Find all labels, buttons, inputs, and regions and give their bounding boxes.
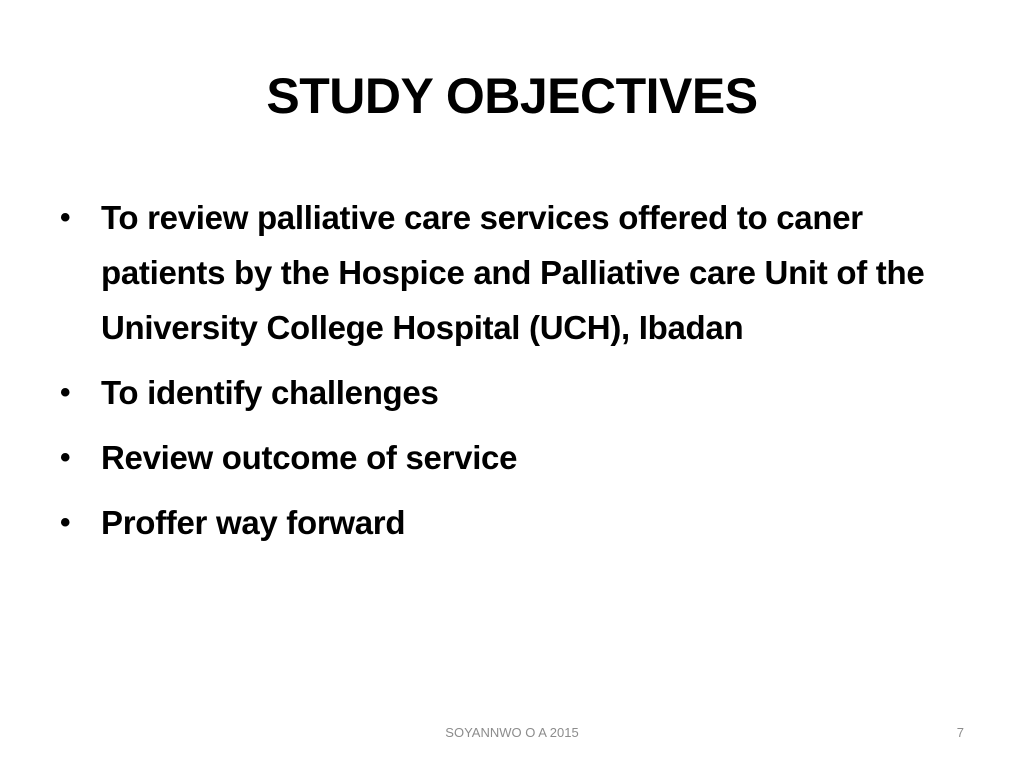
list-item-text: Review outcome of service xyxy=(101,439,518,476)
bullet-icon: • xyxy=(60,441,71,474)
bullet-icon: • xyxy=(60,201,71,234)
list-item-text: Proffer way forward xyxy=(101,504,406,541)
bullet-icon: • xyxy=(60,376,71,409)
list-item xyxy=(60,190,960,355)
footer-author: SOYANNWO O A 2015 xyxy=(445,725,579,740)
bullet-icon: • xyxy=(60,506,71,539)
objectives-list xyxy=(60,190,960,560)
list-item xyxy=(60,495,960,550)
list-item xyxy=(60,365,960,420)
list-item xyxy=(60,430,960,485)
list-item-text: To review palliative care services offered to caner patients by the Hospice and Palliative care Unit of the University College Hospital (UCH), Ibadan xyxy=(101,199,925,346)
page-number: 7 xyxy=(956,725,964,740)
list-item-text: To identify challenges xyxy=(101,374,439,411)
slide-title: STUDY OBJECTIVES xyxy=(266,68,758,124)
